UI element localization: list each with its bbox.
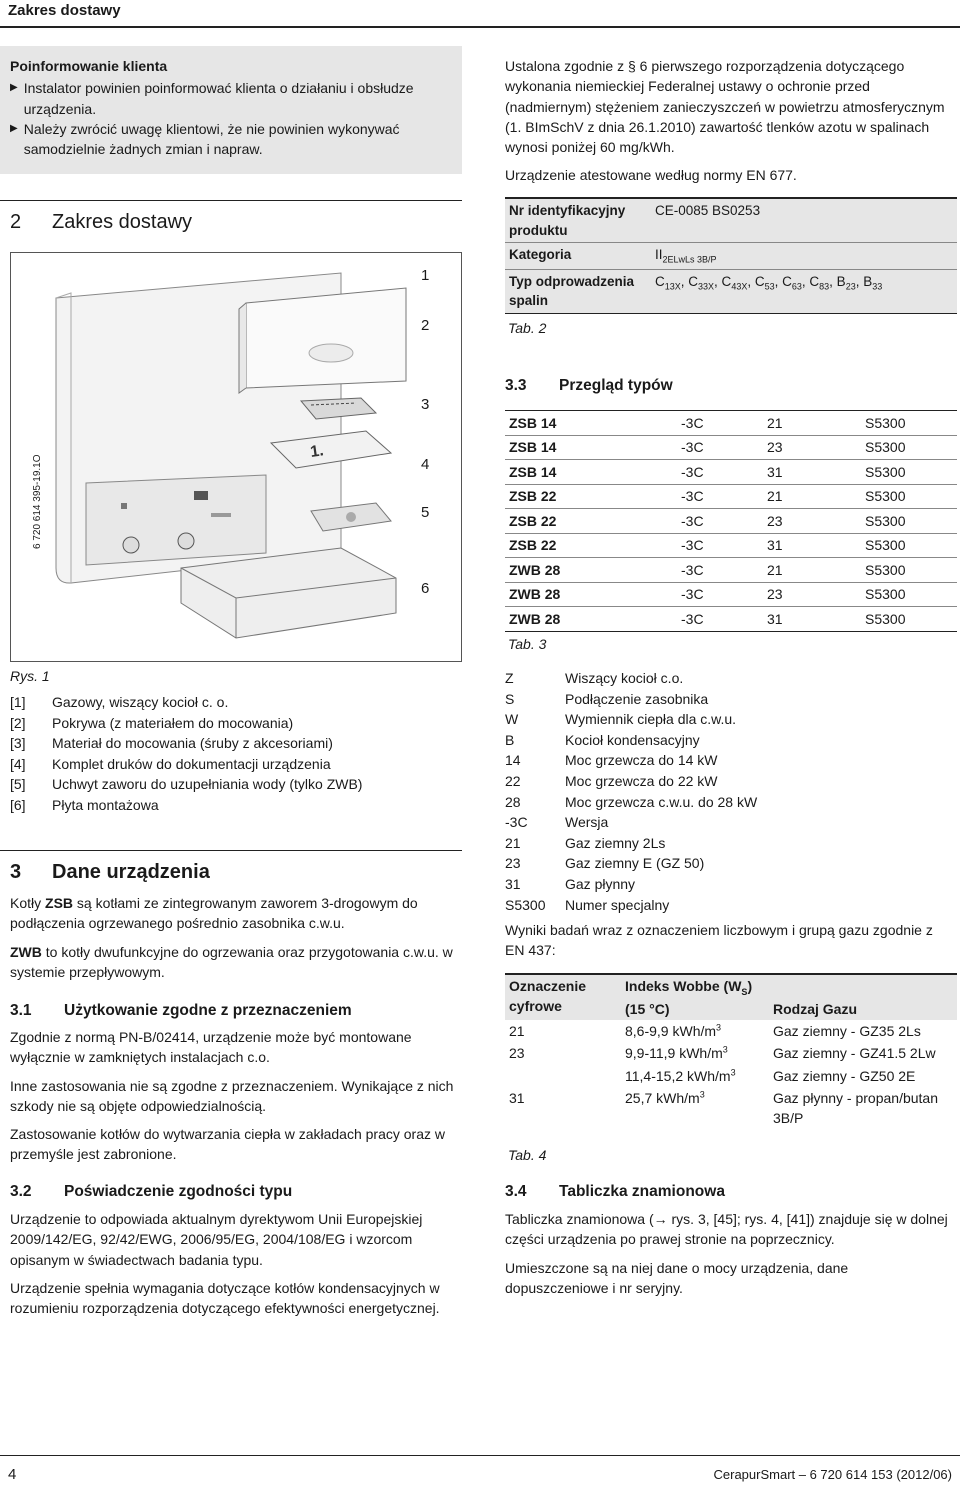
section-3-heading: 3 Dane urządzenia [10,861,210,883]
legend-item: [4] Komplet druków do dokumentacji urządzenia [10,755,331,772]
list-item: B Kocioł kondensacyjny [505,731,700,748]
footer-rule [0,1455,960,1456]
info-bullet: ▶ Należy zwrócić uwagę klientowi, że nie powinien wykonywać samodzielnie żadnych zmian i napraw. [10,119,452,160]
table-cell: S5300 [861,460,957,485]
table-cell: -3C [677,582,763,607]
section-3-4-heading: 3.4 Tabliczka znamionowa [505,1183,725,1200]
table-row [505,411,957,436]
table-cell: ZSB 14 [505,411,677,436]
table-row [505,558,957,583]
paragraph: Inne zastosowania nie są zgodne z przeznaczeniem. Wynikające z nich szkody nie są objęte odpowiedzialnością. [10,1077,454,1114]
table-cell: -3C [677,460,763,485]
table-cell: -3C [677,411,763,436]
table-cell: 23 [763,582,861,607]
boiler-illustration [11,253,461,661]
list-item: Z Wiszący kocioł c.o. [505,670,684,686]
section-rule [0,850,462,851]
table-cell: S5300 [861,533,957,558]
table-cell: -3C [677,484,763,509]
table-row: 21 8,6-9,9 kWh/$m^3$ Gaz ziemny - GZ35 2Ls [509,1022,921,1040]
table-cell: 21 [763,411,861,436]
table-cell: S5300 [861,509,957,534]
list-item: 23 Gaz ziemny E (GZ 50) [505,855,705,872]
paragraph: Ustalona zgodnie z § 6 pierwszego rozporządzenia dotyczącego wykonania niemieckiej Federalnej ustawy o ochronie przed (nadmiernym) stężeniem zanieczyszczeń w powietrzu atmosferycznym (1. BImSchV z dnia 26.1.2010) zawartość tlenków azotu w spalinach wynosi poniżej 60 mg/kWh. [505,58,945,156]
triangle-bullet-icon: ▶ [10,122,18,134]
legend-item: [2] Pokrywa (z materiałem do mocowania) [10,714,294,731]
callout-1: 1 [421,267,430,284]
section-3-2-heading: 3.2 Poświadczenie zgodności typu [10,1183,293,1200]
table-cell: -3C [677,607,763,632]
table-cell: S5300 [861,484,957,509]
gas-intro: Wyniki badań wraz z oznaczeniem liczbowym i grupą gazu zgodnie z EN 437: [505,922,933,959]
paragraph: Umieszczone są na niej dane o mocy urządzenia, dane dopuszczeniowe i nr seryjny. [505,1259,849,1296]
table-cell: S5300 [861,582,957,607]
zsb-paragraph: Kotły ZSB są kotłami ze zintegrowanym zaworem 3-drogowym do podłączenia ogrzewanego pośrednio zasobnika c.w.u. [10,895,418,932]
table-row: Nr identyfikacyjny produktu CE-0085 BS0253 [505,199,957,243]
table-cell: ZSB 22 [505,484,677,509]
header-rule [0,26,960,28]
callout-6: 6 [421,580,430,597]
table-cell: ZWB 28 [505,558,677,583]
list-item: 21 Gaz ziemny 2Ls [505,834,666,851]
paragraph: Urządzenie spełnia wymagania dotyczące kotłów kondensacyjnych w rozumieniu rozporządzenia dotyczącego efektywności energetycznej. [10,1279,440,1317]
table-row: Typ odprowadzenia spalin $C_{13X}$, $C_{33X}$, $C_{43X}$, $C_{53}$, $C_{63}$, $C_{83}$, $B_{23}$, $B_{33}$ [505,270,957,314]
table-cell: ZWB 28 [505,582,677,607]
table-cell: 21 [763,484,861,509]
figure-caption: Rys. 1 [10,668,50,684]
table-row [505,435,957,460]
zwb-paragraph: ZWB to kotły dwufunkcyjne do ogrzewania oraz przygotowania c.w.u. w systemie przepływowym. [10,943,453,980]
table-row: 11,4-15,2 kWh/$m^3$ Gaz ziemny - GZ50 2E [625,1067,916,1084]
table-2 [505,197,957,314]
table-cell: 31 [763,533,861,558]
table-row [505,509,957,534]
section-3-body [10,893,460,990]
paragraph: Zgodnie z normą PN-B/02414, urządzenie może być montowane wyłącznie w zamkniętych instalacjach c.o. [10,1029,412,1066]
table-4-caption: Tab. 4 [508,1147,547,1163]
table-cell: 23 [763,509,861,534]
flue-types: $C_{13X}$, $C_{33X}$, $C_{43X}$, $C_{53}$, $C_{63}$, $C_{83}$, $B_{23}$, $B_{33}$ [655,273,883,292]
page-number: 4 [8,1466,17,1483]
table-3-caption: Tab. 3 [508,636,547,652]
list-item: W Wymiennik ciepła dla c.w.u. [505,711,737,728]
table-row: 31 25,7 kWh/$m^3$ Gaz płynny - propan/butan 3B/P [509,1089,938,1127]
section-3-2-body [10,1209,460,1326]
table-cell: 21 [763,558,861,583]
legend-item: [3] Materiał do mocowania (śruby z akcesoriami) [10,735,333,751]
info-box-title: Poinformowanie klienta [10,58,168,74]
table-cell: 23 [763,435,861,460]
paragraph: Urządzenie to odpowiada aktualnym dyrektywom Unii Europejskiej 2009/142/EG, 92/42/EWG, 2006/95/EG, 2004/108/EG i wzorcom opisanym w świadectwach badania typu. [10,1211,423,1268]
callout-4: 4 [421,456,430,473]
legend-item: [6] Płyta montażowa [10,796,159,813]
table-row [505,484,957,509]
section-3-1-heading: 3.1 Użytkowanie zgodne z przeznaczeniem [10,1002,352,1019]
list-item: S Podłączenie zasobnika [505,690,709,707]
table-row [505,533,957,558]
table-header-row: Oznaczenie cyfrowe Indeks Wobbe $(W_S)$ (15 °C) Rodzaj Gazu [505,974,957,1020]
section-rule [0,200,462,201]
svg-text:1.: 1. [309,442,325,461]
table-cell: ZSB 22 [505,509,677,534]
figure-code: 6 720 614 395-19.1O [32,454,43,549]
list-item: -3C Wersja [505,814,609,831]
table-row [505,607,957,632]
table-cell: S5300 [861,435,957,460]
info-bullet: ▶ Instalator powinien poinformować klienta o działaniu i obsłudze urządzenia. [10,78,452,119]
table-2-caption: Tab. 2 [508,320,547,336]
table-cell: -3C [677,509,763,534]
callout-5: 5 [421,504,430,521]
figure-delivery-scope [10,252,462,662]
table-cell: 31 [763,607,861,632]
table-cell: ZSB 14 [505,435,677,460]
table-row [505,582,957,607]
table-cell: -3C [677,435,763,460]
table-row: Kategoria $II_{2ELwLs 3B/P}$ [505,243,957,270]
paragraph: Zastosowanie kotłów do wytwarzania ciepła w zakładach pracy oraz w przemyśle jest zabronione. [10,1126,445,1163]
paragraph: Tabliczka znamionowa (→ rys. 3, [45]; rys. 4, [41]) znajduje się w dolnej części urządzenia po prawej stronie na poprzecznicy. [505,1211,948,1248]
section-3-3-heading: 3.3 Przegląd typów [505,377,673,394]
table-cell: ZSB 22 [505,533,677,558]
callout-2: 2 [421,317,430,334]
page-header-title: Zakres dostawy [8,2,121,19]
legend-item: [1] Gazowy, wiszący kocioł c. o. [10,694,229,710]
table-row: 23 9,9-11,9 kWh/$m^3$ Gaz ziemny - GZ41.5 2Lw [509,1044,936,1062]
triangle-bullet-icon: ▶ [10,82,18,94]
document-id: CerapurSmart – 6 720 614 153 (2012/06) [713,1467,952,1482]
table-cell: -3C [677,533,763,558]
list-item: 14 Moc grzewcza do 14 kW [505,752,718,769]
list-item: 28 Moc grzewcza c.w.u. do 28 kW [505,793,758,810]
type-code-list [505,668,955,915]
table-cell: ZSB 14 [505,460,677,485]
info-box [0,46,462,174]
table-row [505,460,957,485]
list-item: S5300 Numer specjalny [505,896,670,913]
list-item: 31 Gaz płynny [505,875,636,892]
paragraph: Urządzenie atestowane według normy EN 677. [505,167,797,184]
table-cell: 31 [763,460,861,485]
table-cell: S5300 [861,607,957,632]
nox-intro [505,56,955,194]
legend-item: [5] Uchwyt zaworu do uzupełniania wody (tylko ZWB) [10,776,363,792]
table-cell: S5300 [861,411,957,436]
section-3-1-body [10,1027,460,1173]
section-3-4-body [505,1209,955,1306]
table-3 [505,410,957,632]
table-cell: -3C [677,558,763,583]
figure-legend [10,692,460,815]
table-4 [505,973,957,1130]
section-2-heading: 2 Zakres dostawy [10,211,193,233]
callout-3: 3 [421,396,430,413]
table-cell: ZWB 28 [505,607,677,632]
list-item: 22 Moc grzewcza do 22 kW [505,772,718,789]
table-cell: S5300 [861,558,957,583]
